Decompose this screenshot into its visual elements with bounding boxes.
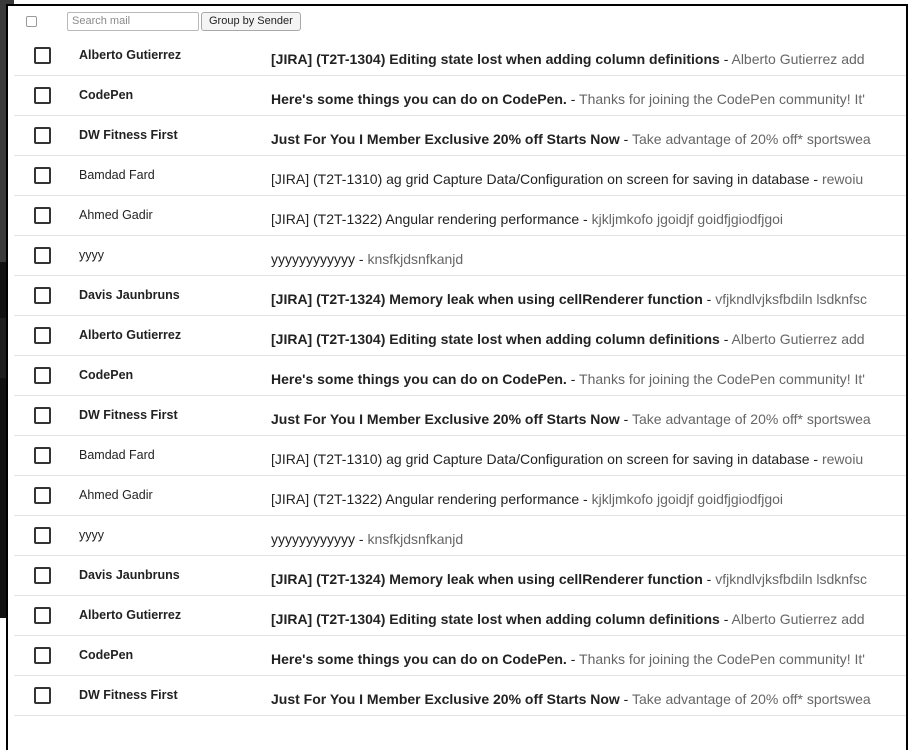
separator: - <box>579 491 592 507</box>
mail-row[interactable] <box>14 276 906 316</box>
mail-row[interactable] <box>14 316 906 356</box>
snippet: knsfkjdsnfkanjd <box>367 251 464 267</box>
subject: Just For You I Member Exclusive 20% off Starts Now <box>271 131 620 147</box>
sender-name: Alberto Gutierrez <box>79 608 182 622</box>
row-checkbox[interactable] <box>34 167 51 184</box>
separator: - <box>719 611 732 627</box>
mail-row[interactable] <box>14 636 906 676</box>
select-all-checkbox[interactable] <box>26 16 37 27</box>
mail-row[interactable] <box>14 76 906 116</box>
row-checkbox[interactable] <box>34 407 51 424</box>
mail-toolbar <box>26 10 301 32</box>
sender-name: Alberto Gutierrez <box>79 328 182 342</box>
separator: - <box>719 51 732 67</box>
mail-row[interactable] <box>14 436 906 476</box>
sender-name: DW Fitness First <box>79 408 178 422</box>
snippet: Alberto Gutierrez add <box>731 611 865 627</box>
snippet: Thanks for joining the CodePen community! It' <box>579 371 865 387</box>
sender-name: DW Fitness First <box>79 688 178 702</box>
subject: [JIRA] (T2T-1322) Angular rendering performance <box>271 211 580 227</box>
mail-row[interactable] <box>14 516 906 556</box>
sender-name: Ahmed Gadir <box>79 488 153 502</box>
subject: [JIRA] (T2T-1310) ag grid Capture Data/Configuration on screen for saving in database <box>271 451 810 467</box>
message-preview <box>271 611 884 627</box>
row-checkbox[interactable] <box>34 447 51 464</box>
message-preview <box>271 291 884 307</box>
message-preview <box>271 131 884 147</box>
row-checkbox[interactable] <box>34 647 51 664</box>
row-checkbox[interactable] <box>34 87 51 104</box>
mail-row[interactable] <box>14 36 906 76</box>
message-preview <box>271 211 884 227</box>
sender-name: CodePen <box>79 88 134 102</box>
mail-row[interactable] <box>14 556 906 596</box>
snippet: rewoiu <box>821 451 864 467</box>
separator: - <box>619 411 632 427</box>
message-preview <box>271 371 884 387</box>
snippet: Thanks for joining the CodePen community! It' <box>579 651 865 667</box>
row-checkbox[interactable] <box>34 527 51 544</box>
row-checkbox[interactable] <box>34 327 51 344</box>
row-checkbox[interactable] <box>34 487 51 504</box>
row-checkbox[interactable] <box>34 47 51 64</box>
snippet: Alberto Gutierrez add <box>731 331 865 347</box>
message-preview <box>271 331 884 347</box>
separator: - <box>702 571 716 587</box>
separator: - <box>355 531 368 547</box>
message-preview <box>271 691 884 707</box>
sender-name: CodePen <box>79 648 134 662</box>
subject: Here's some things you can do on CodePen. <box>271 651 567 667</box>
separator: - <box>355 251 368 267</box>
row-checkbox[interactable] <box>34 287 51 304</box>
subject: yyyyyyyyyyyy <box>271 531 355 547</box>
snippet: vfjkndlvjksfbdiln lsdknfsc <box>715 571 867 587</box>
separator: - <box>809 451 822 467</box>
separator: - <box>702 291 716 307</box>
row-checkbox[interactable] <box>34 567 51 584</box>
subject: [JIRA] (T2T-1304) Editing state lost when adding column definitions <box>271 331 720 347</box>
row-checkbox[interactable] <box>34 367 51 384</box>
mail-list <box>14 36 906 716</box>
row-checkbox[interactable] <box>34 127 51 144</box>
snippet: kjkljmkofo jgoidjf goidfjgiodfjgoi <box>591 491 784 507</box>
separator: - <box>566 91 580 107</box>
snippet: Take advantage of 20% off* sportswea <box>632 691 871 707</box>
message-preview <box>271 531 884 547</box>
snippet: rewoiu <box>821 171 864 187</box>
separator: - <box>809 171 822 187</box>
mail-row[interactable] <box>14 116 906 156</box>
message-preview <box>271 411 884 427</box>
sender-name: Alberto Gutierrez <box>79 48 182 62</box>
snippet: Alberto Gutierrez add <box>731 51 865 67</box>
subject: [JIRA] (T2T-1310) ag grid Capture Data/Configuration on screen for saving in database <box>271 171 810 187</box>
snippet: Thanks for joining the CodePen community! It' <box>579 91 865 107</box>
message-preview <box>271 491 884 507</box>
subject: [JIRA] (T2T-1324) Memory leak when using cellRenderer function <box>271 571 703 587</box>
snippet: kjkljmkofo jgoidjf goidfjgiodfjgoi <box>591 211 784 227</box>
row-checkbox[interactable] <box>34 247 51 264</box>
row-checkbox[interactable] <box>34 607 51 624</box>
mail-row[interactable] <box>14 596 906 636</box>
snippet: Take advantage of 20% off* sportswea <box>632 131 871 147</box>
message-preview <box>271 571 884 587</box>
sender-name: Davis Jaunbruns <box>79 288 180 302</box>
sender-name: yyyy <box>79 528 104 542</box>
sender-name: CodePen <box>79 368 134 382</box>
subject: Here's some things you can do on CodePen. <box>271 91 567 107</box>
row-checkbox[interactable] <box>34 687 51 704</box>
mail-row[interactable] <box>14 196 906 236</box>
snippet: Take advantage of 20% off* sportswea <box>632 411 871 427</box>
sender-name: yyyy <box>79 248 104 262</box>
mail-row[interactable] <box>14 476 906 516</box>
message-preview <box>271 91 884 107</box>
row-checkbox[interactable] <box>34 207 51 224</box>
message-preview <box>271 171 884 187</box>
group-by-sender-button[interactable]: Group by Sender <box>201 12 301 31</box>
sender-name: Bamdad Fard <box>79 168 155 182</box>
sender-name: Davis Jaunbruns <box>79 568 180 582</box>
subject: [JIRA] (T2T-1304) Editing state lost when adding column definitions <box>271 611 720 627</box>
mail-row[interactable] <box>14 396 906 436</box>
separator: - <box>566 651 580 667</box>
separator: - <box>619 691 632 707</box>
subject: Just For You I Member Exclusive 20% off Starts Now <box>271 411 620 427</box>
sender-name: DW Fitness First <box>79 128 178 142</box>
search-input[interactable] <box>67 12 199 31</box>
subject: Here's some things you can do on CodePen. <box>271 371 567 387</box>
separator: - <box>579 211 592 227</box>
separator: - <box>619 131 632 147</box>
sender-name: Bamdad Fard <box>79 448 155 462</box>
message-preview <box>271 251 884 267</box>
separator: - <box>719 331 732 347</box>
mail-row[interactable] <box>14 356 906 396</box>
snippet: knsfkjdsnfkanjd <box>367 531 464 547</box>
sender-name: Ahmed Gadir <box>79 208 153 222</box>
subject: Just For You I Member Exclusive 20% off Starts Now <box>271 691 620 707</box>
mail-row[interactable] <box>14 676 906 716</box>
message-preview <box>271 451 884 467</box>
subject: [JIRA] (T2T-1322) Angular rendering performance <box>271 491 580 507</box>
subject: yyyyyyyyyyyy <box>271 251 355 267</box>
message-preview <box>271 651 884 667</box>
message-preview <box>271 51 884 67</box>
subject: [JIRA] (T2T-1304) Editing state lost when adding column definitions <box>271 51 720 67</box>
subject: [JIRA] (T2T-1324) Memory leak when using cellRenderer function <box>271 291 703 307</box>
mail-row[interactable] <box>14 236 906 276</box>
separator: - <box>566 371 580 387</box>
mail-row[interactable] <box>14 156 906 196</box>
snippet: vfjkndlvjksfbdiln lsdknfsc <box>715 291 867 307</box>
